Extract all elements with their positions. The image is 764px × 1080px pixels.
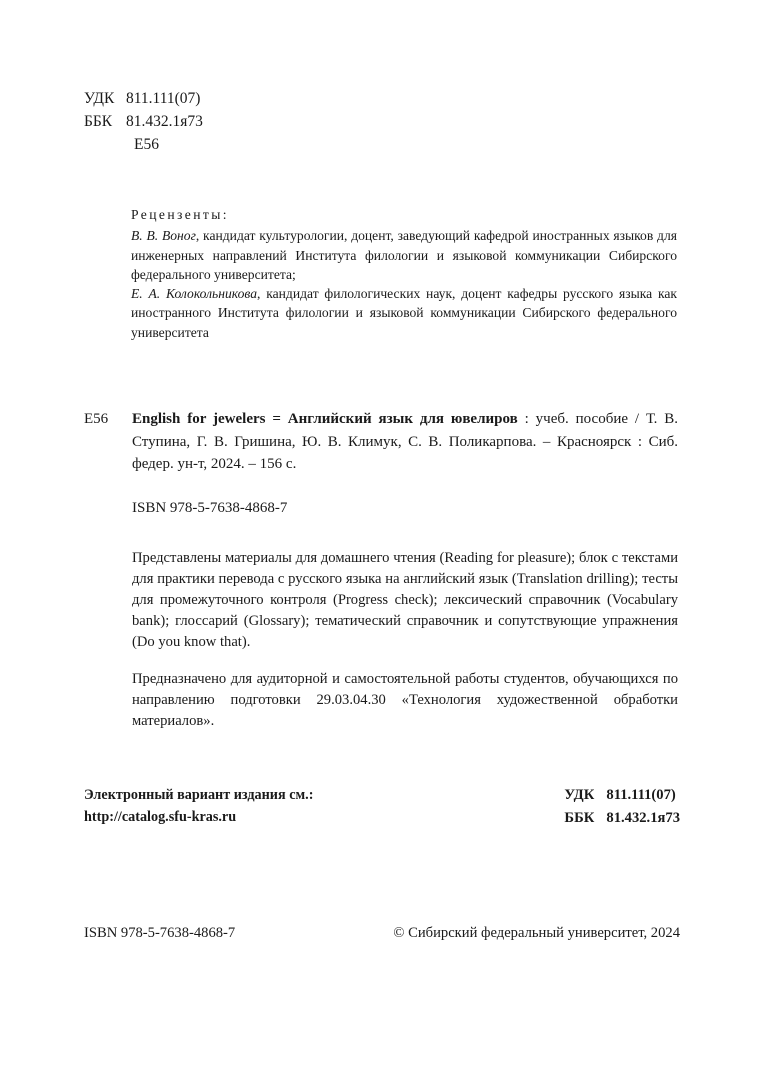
classification-codes-repeat: [564, 784, 680, 829]
bbk-row: [84, 111, 203, 134]
reviewer-name: В. В. Воног: [131, 228, 196, 244]
catalog-index: Е56: [134, 135, 159, 153]
reviewer-description: , кандидат культурологии, доцент, заведующий кафедрой иностранных языков для инженерных направлений Института филологии и языковой коммуникации Сибирского федерального университета;: [131, 228, 677, 282]
electronic-version-url[interactable]: http://catalog.sfu-kras.ru: [84, 809, 237, 825]
reviewer-name: Е. А. Колокольникова: [131, 286, 258, 302]
annotation-block: [132, 548, 678, 732]
bib-index: Е56: [84, 411, 109, 427]
udk-value: 811.111(07): [126, 90, 201, 107]
isbn-primary: ISBN 978-5-7638-4868-7: [132, 500, 288, 516]
electronic-version-label: Электронный вариант издания см.:: [84, 787, 314, 803]
reviewer-entry: [131, 284, 677, 342]
annotation-paragraph: Предназначено для аудиторной и самостоятельной работы студентов, обучающихся по направлению подготовки 29.03.04.30 «Технология художественной обработки материалов».: [132, 671, 678, 729]
bbk-label: ББК: [84, 112, 113, 130]
bibliographic-description: [84, 408, 678, 476]
reviewer-description: , кандидат филологических наук, доцент кафедры русского языка как иностранного Института филологии и языковой коммуникации Сибирского федерального университета: [131, 286, 677, 340]
bbk-value: 81.432.1я73: [126, 112, 203, 130]
reviewers-block: [131, 205, 677, 342]
reviewers-title: Рецензенты:: [131, 207, 229, 222]
reviewer-entry: [131, 226, 677, 284]
bbk-value-repeat: 81.432.1я73: [606, 809, 680, 826]
bib-body: [132, 408, 678, 476]
footer-isbn: ISBN 978-5-7638-4868-7: [84, 925, 236, 941]
udk-label: УДК: [84, 90, 115, 107]
udk-value-repeat: 811.111(07): [606, 787, 676, 803]
bbk-label-repeat: ББК: [564, 809, 595, 826]
page-footer: [84, 925, 680, 942]
footer-copyright: © Сибирский федеральный университет, 2024: [393, 925, 680, 941]
udk-row: [84, 88, 203, 111]
bbk-row-repeat: [564, 807, 680, 830]
electronic-version-block: [84, 784, 313, 828]
bib-title: English for jewelers = Английский язык для ювелиров: [132, 411, 518, 427]
classification-codes: [84, 88, 203, 157]
udk-label-repeat: УДК: [564, 787, 595, 803]
bib-imprint: : учеб. пособие / Т. В. Ступина, Г. В. Гришина, Ю. В. Климук, С. В. Поликарпова. – Красноярск : Сиб. федер. ун-т, 2024. – 156 с.: [132, 411, 679, 472]
annotation-paragraph: Представлены материалы для домашнего чтения (Reading for pleasure); блок с текстами для практики перевода с русского языка на английский язык (Translation drilling); тесты для промежуточного контроля (Progress check); лексический справочник (Vocabulary bank); глоссарий (Glossary); тематический справочник и сопутствующие упражнения (Do you know that).: [132, 550, 678, 650]
udk-row-repeat: [564, 784, 680, 807]
